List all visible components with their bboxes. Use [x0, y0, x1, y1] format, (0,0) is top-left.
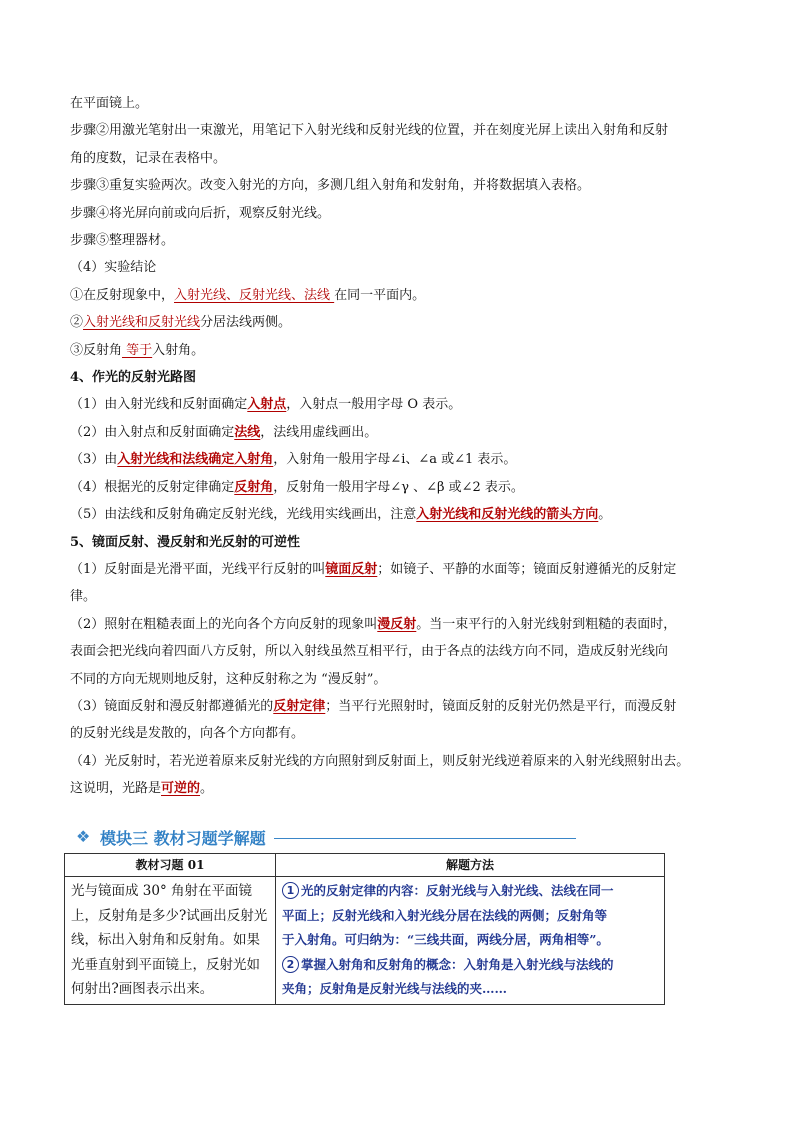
text: ，反射角一般用字母∠γ 、∠β 或∠2 表示。 [273, 479, 524, 495]
step-2 [70, 419, 735, 446]
circled-number: 2 [282, 956, 299, 973]
text: 掌握入射角和反射角的概念：入射角是入射光线与法线的 [301, 956, 614, 972]
answer-blank: 等于 [122, 342, 153, 358]
answer-blank: 入射光线和反射光线的箭头方向 [416, 507, 599, 523]
table-header: 解题方法 [276, 854, 665, 877]
text: ①在反射现象中， [70, 287, 175, 303]
text-line: 在平面镜上。 [70, 96, 149, 111]
answer-blank: 可逆的 [161, 781, 201, 797]
text: 入射角。 [152, 342, 205, 358]
text-line: （4）光反射时，若光逆着原来反射光线的方向照射到反射面上，则反射光线逆着原来的入射光线照射出去。 [70, 753, 690, 769]
diamond-arrow-icon: ❖ [76, 827, 91, 846]
problem-line: 何射出?画图表示出来。 [71, 981, 214, 997]
text: （4）根据光的反射定律确定 [70, 479, 235, 495]
text: （2）由入射点和反射面确定 [70, 424, 235, 440]
text-line: 不同的方向无规则地反射，这种反射称之为 “漫反射”。 [70, 671, 387, 687]
text-line: 的反射光线是发散的，向各个方向都有。 [70, 726, 305, 742]
circled-number: 1 [282, 882, 299, 899]
text: ，入射角一般用字母∠i、∠a 或∠1 表示。 [273, 452, 517, 468]
table-row [65, 877, 665, 1005]
problem-cell [65, 877, 276, 1005]
module-header [76, 826, 576, 848]
method-line [282, 953, 658, 978]
section-heading-5: 5、镜面反射、漫反射和光反射的可逆性 [70, 534, 301, 550]
method-line: 于入射角。可归纳为：“三线共面，两线分居，两角相等”。 [282, 932, 609, 947]
text: ；当平行光照射时，镜面反射的反射光仍然是平行，而漫反射 [325, 698, 677, 714]
text-line: 表面会把光线向着四面八方反射，所以入射线虽然互相平行，由于各点的法线方向不同，造成反射光线向 [70, 644, 669, 660]
text: 分居法线两侧。 [200, 315, 292, 331]
problem-line: 光与镜面成 30° 角射在平面镜 [71, 883, 253, 899]
text-line: （4）实验结论 [70, 260, 157, 276]
text: ③反射角 [70, 342, 123, 358]
text: 。 [200, 781, 214, 797]
text: ；如镜子、平静的水面等；镜面反射遵循光的反射定 [377, 561, 677, 577]
text: 光的反射定律的内容：反射光线与入射光线、法线在同一 [301, 883, 614, 898]
method-line: 夹角；反射角是反射光线与法线的夹…… [282, 981, 508, 996]
table-header-row [65, 854, 665, 877]
text: 在同一平面内。 [334, 287, 426, 303]
module-title: 模块三 教材习题学解题 [100, 828, 266, 848]
exercise-table [64, 853, 665, 1005]
text: （1）反射面是光滑平面，光线平行反射的叫 [70, 561, 326, 577]
text-line: 步骤⑤整理器材。 [70, 233, 175, 249]
text: ，入射点一般用字母 O 表示。 [286, 397, 462, 413]
problem-line: 上，反射角是多少?试画出反射光 [71, 907, 268, 924]
text: （3）镜面反射和漫反射都遵循光的 [70, 698, 274, 714]
text: 。 [598, 507, 612, 523]
text-line: 步骤③重复实验两次。改变入射光的方向，多测几组入射角和发射角，并将数据填入表格。 [70, 178, 591, 194]
step-4 [70, 474, 735, 501]
text: （2）照射在粗糙表面上的光向各个方向反射的现象叫 [70, 616, 378, 632]
answer-blank: 漫反射 [377, 616, 417, 632]
document-body [70, 90, 735, 803]
answer-blank: 法线 [234, 424, 261, 440]
text: （3）由 [70, 452, 118, 468]
module-divider [274, 838, 576, 839]
text: 这说明，光路是 [70, 781, 162, 797]
answer-blank: 入射光线和法线确定入射角 [117, 452, 274, 468]
text: （1）由入射光线和反射面确定 [70, 397, 248, 413]
answer-blank: 入射光线、反射光线、法线 [174, 287, 335, 303]
answer-blank: 入射光线和反射光线 [83, 315, 201, 331]
para-4-end [70, 775, 735, 802]
para-1 [70, 556, 735, 583]
text-line: 步骤④将光屏向前或向后折，观察反射光线。 [70, 205, 331, 221]
problem-line: 线，标出入射角和反射角。如果 [71, 932, 260, 948]
step-3 [70, 446, 735, 473]
answer-blank: 入射点 [247, 397, 287, 413]
text: 。当一束平行的入射光线射到粗糙的表面时， [416, 616, 677, 632]
text-line: 律。 [70, 589, 97, 605]
conclusion-1 [70, 282, 735, 309]
method-line [282, 879, 658, 904]
para-3 [70, 693, 735, 720]
answer-blank: 镜面反射 [325, 561, 378, 577]
text-line: 角的度数，记录在表格中。 [70, 150, 227, 166]
method-line: 平面上；反射光线和入射光线分居在法线的两侧；反射角等 [282, 907, 608, 923]
answer-blank: 反射定律 [273, 698, 326, 714]
step-5 [70, 501, 735, 528]
text: （5）由法线和反射角确定反射光线，光线用实线画出，注意 [70, 507, 417, 523]
text: ，法线用虚线画出。 [260, 424, 378, 440]
problem-line: 光垂直射到平面镜上，反射光如 [71, 956, 260, 973]
text: ② [70, 315, 84, 331]
table-header: 教材习题 01 [65, 854, 276, 877]
text-line: 步骤②用激光笔射出一束激光，用笔记下入射光线和反射光线的位置，并在刻度光屏上读出入射角和反射 [70, 123, 669, 139]
method-cell [276, 877, 665, 1005]
conclusion-2 [70, 309, 735, 336]
conclusion-3 [70, 337, 735, 364]
section-heading-4: 4、作光的反射光路图 [70, 370, 197, 386]
answer-blank: 反射角 [234, 479, 274, 495]
step-1 [70, 391, 735, 418]
para-2 [70, 611, 735, 638]
